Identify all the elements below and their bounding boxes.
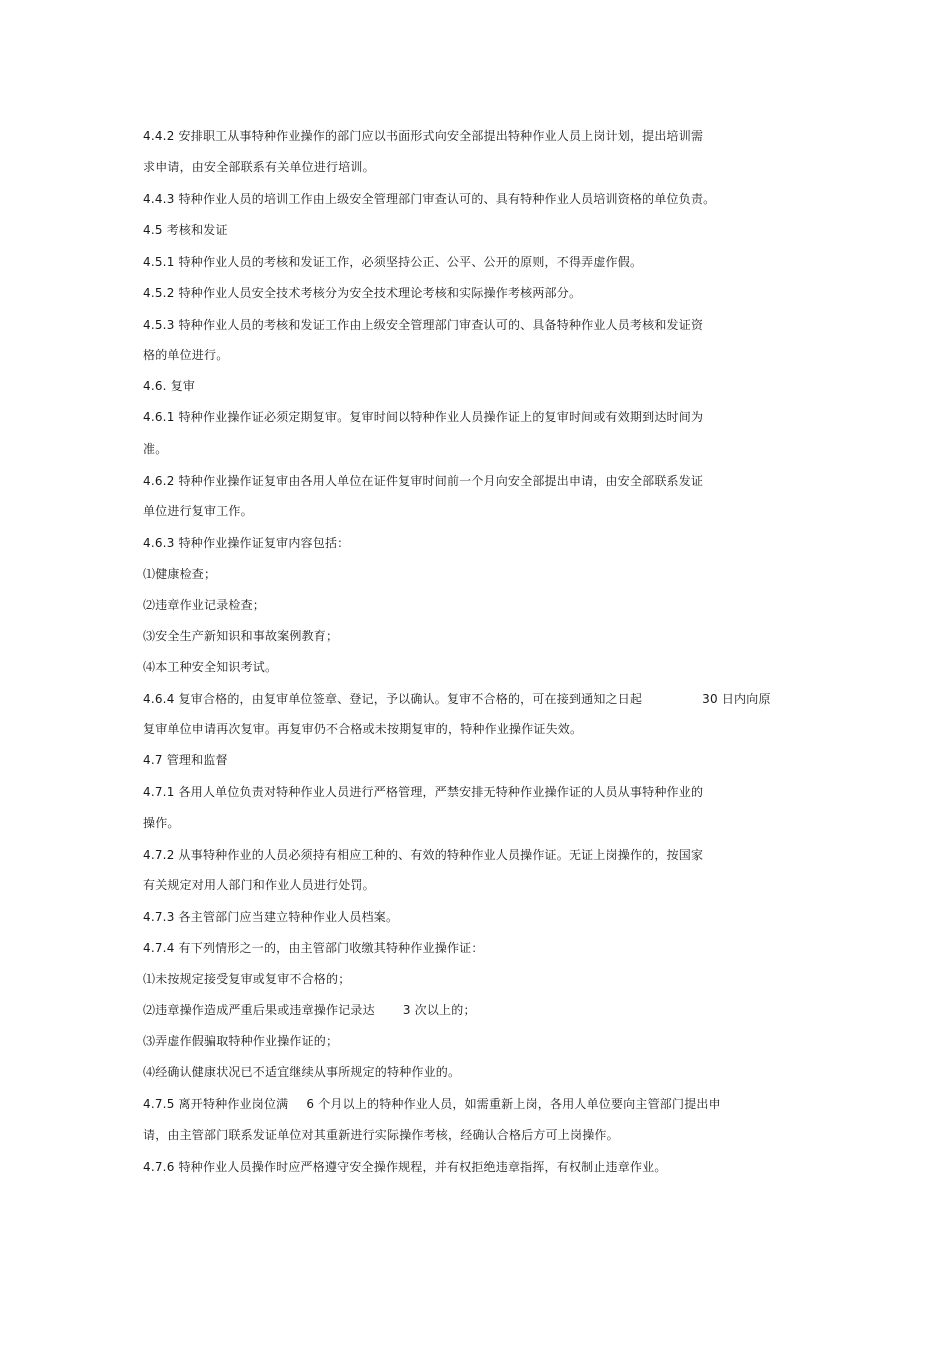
text-line: 求申请，由安全部联系有关单位进行培训。 (143, 160, 375, 174)
text-line: 4.6.3 特种作业操作证复审内容包括： (143, 536, 350, 550)
text-line: 4.4.3 特种作业人员的培训工作由上级安全管理部门审查认可的、具有特种作业人员培训资格的单位负责。 (143, 192, 716, 206)
text-line: 请，由主管部门联系发证单位对其重新进行实际操作考核，经确认合格后方可上岗操作。 (143, 1128, 619, 1142)
text-line: 4.4.2 安排职工从事特种作业操作的部门应以书面形式向安全部提出特种作业人员上岗计划，提出培训需 (143, 129, 704, 143)
list-item: ⑵违章作业记录检查； (143, 598, 266, 612)
text-line: 4.7.2 从事特种作业的人员必须持有相应工种的、有效的特种作业人员操作证。无证上岗操作的，按国家 (143, 848, 704, 862)
text-line: 单位进行复审工作。 (143, 504, 253, 518)
text-segment: 6 个月以上的特种作业人员，如需重新上岗，各用人单位要向主管部门提出申 (306, 1097, 721, 1111)
text-segment: 4.7.5 离开特种作业岗位满 (143, 1097, 289, 1111)
list-item: ⑴健康检查； (143, 567, 217, 581)
text-line (143, 691, 771, 707)
text-line: 4.6.1 特种作业操作证必须定期复审。复审时间以特种作业人员操作证上的复审时间或有效期到达时间为 (143, 410, 704, 424)
list-item: ⑴未按规定接受复审或复审不合格的； (143, 972, 351, 986)
section-heading: 4.7 管理和监督 (143, 753, 228, 767)
text-line: 4.7.3 各主管部门应当建立特种作业人员档案。 (143, 910, 399, 924)
text-line: 操作。 (143, 816, 180, 830)
text-line: 4.5.1 特种作业人员的考核和发证工作，必须坚持公正、公平、公开的原则，不得弄虚作假。 (143, 255, 643, 269)
list-item: ⑶安全生产新知识和事故案例教育； (143, 629, 339, 643)
list-item: ⑶弄虚作假骗取特种作业操作证的； (143, 1034, 339, 1048)
text-line: 4.5.3 特种作业人员的考核和发证工作由上级安全管理部门审查认可的、具备特种作业人员考核和发证资 (143, 318, 704, 332)
text-line: 有关规定对用人部门和作业人员进行处罚。 (143, 878, 375, 892)
text-line: 4.7.4 有下列情形之一的，由主管部门收缴其特种作业操作证： (143, 941, 484, 955)
text-line: 复审单位申请再次复审。再复审仍不合格或未按期复审的，特种作业操作证失效。 (143, 722, 583, 736)
text-segment: ⑵违章操作造成严重后果或违章操作记录达 (143, 1003, 375, 1017)
list-item (143, 1002, 476, 1018)
text-line: 4.6.2 特种作业操作证复审由各用人单位在证件复审时间前一个月向安全部提出申请，由安全部联系发证 (143, 474, 704, 488)
text-line: 格的单位进行。 (143, 348, 229, 362)
text-segment: 3 次以上的； (402, 1003, 476, 1017)
text-line: 准。 (143, 442, 168, 456)
text-line: 4.5.2 特种作业人员安全技术考核分为安全技术理论考核和实际操作考核两部分。 (143, 286, 582, 300)
list-item: ⑷本工种安全知识考试。 (143, 660, 278, 674)
text-segment: 30 日内向原 (702, 692, 771, 706)
text-line: 4.7.1 各用人单位负责对特种作业人员进行严格管理，严禁安排无特种作业操作证的人员从事特种作业的 (143, 785, 704, 799)
section-heading: 4.5 考核和发证 (143, 223, 228, 237)
list-item: ⑷经确认健康状况已不适宜继续从事所规定的特种作业的。 (143, 1065, 461, 1079)
text-line: 4.7.6 特种作业人员操作时应严格遵守安全操作规程，并有权拒绝违章指挥，有权制止违章作业。 (143, 1160, 667, 1174)
text-segment: 4.6.4 复审合格的，由复审单位签章、登记，予以确认。复审不合格的，可在接到通知之日起 (143, 692, 643, 706)
section-heading: 4.6. 复审 (143, 379, 196, 393)
text-line (143, 1096, 721, 1112)
